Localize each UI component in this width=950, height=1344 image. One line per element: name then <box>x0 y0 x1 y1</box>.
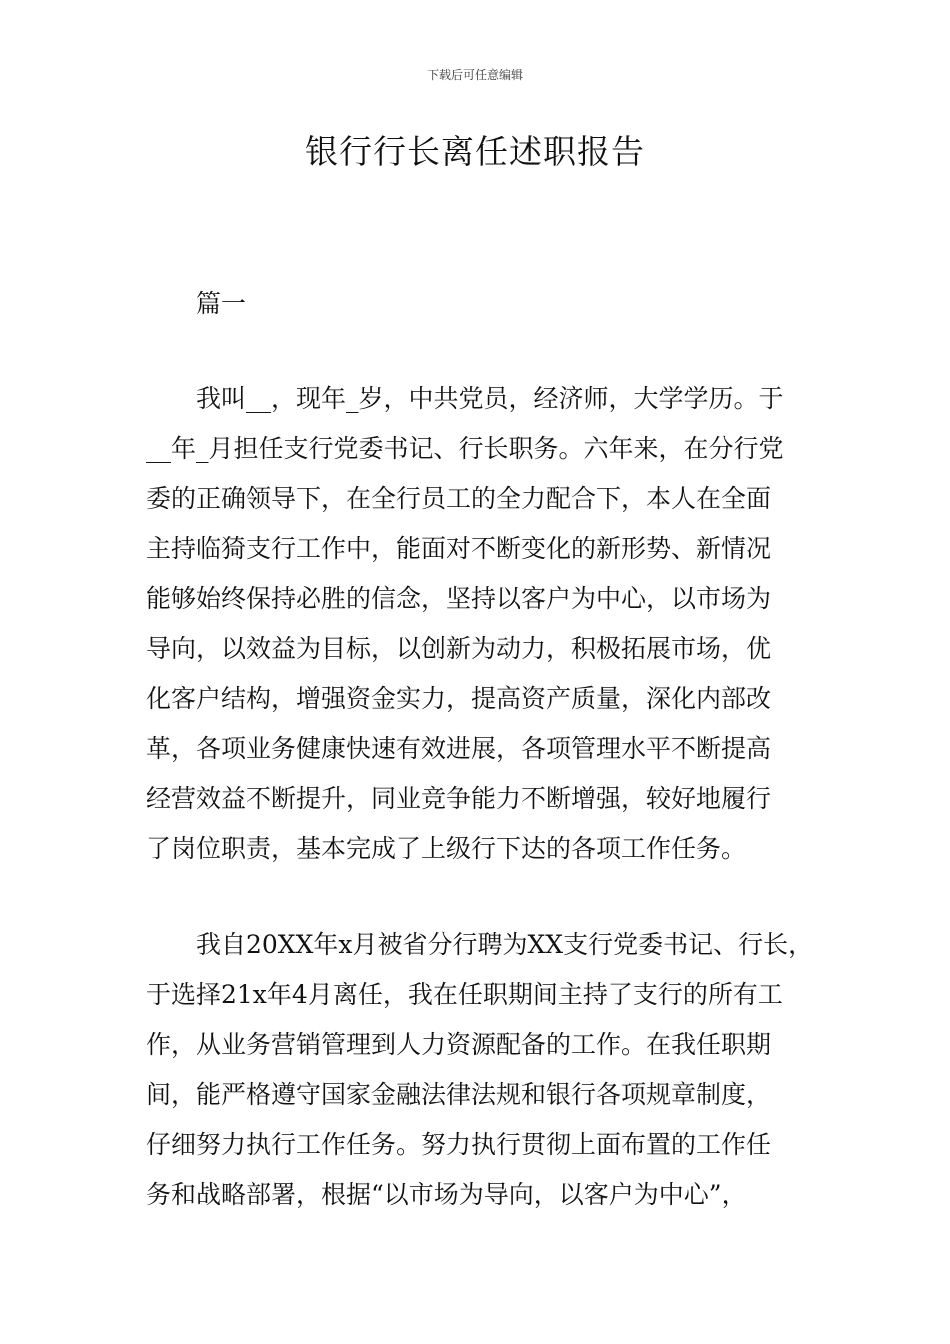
paragraph-line: 委的正确领导下，在全行员工的全力配合下，本人在全面 <box>146 484 772 513</box>
paragraph-line: 了岗位职责，基本完成了上级行下达的各项工作任务。 <box>146 834 747 863</box>
paragraph-line: 仔细努力执行工作任务。努力执行贯彻上面布置的工作任 <box>146 1130 772 1159</box>
paragraph-line: 于选择21x年4月离任，我在任职期间主持了支行的所有工 <box>146 980 783 1009</box>
paragraph-line: 经营效益不断提升，同业竞争能力不断增强，较好地履行 <box>146 784 772 813</box>
paragraph-line: 间，能严格遵守国家金融法律法规和银行各项规章制度， <box>146 1080 772 1109</box>
paragraph-line: 能够始终保持必胜的信念，坚持以客户为中心，以市场为 <box>146 584 772 613</box>
paragraph-line: 我叫__，现年_岁，中共党员，经济师，大学学历。于 <box>196 384 784 413</box>
header-note: 下载后可任意编辑 <box>426 68 523 82</box>
paragraph <box>146 920 814 1220</box>
paragraph-line: 导向，以效益为目标，以创新为动力，积极拓展市场，优 <box>146 634 772 663</box>
section-label: 篇一 <box>196 289 247 318</box>
paragraph-line: __年_月担任支行党委书记、行长职务。六年来，在分行党 <box>146 434 784 463</box>
document-title: 银行行长离任述职报告 <box>305 132 645 171</box>
paragraph-line: 革，各项业务健康快速有效进展，各项管理水平不断提高 <box>146 734 772 763</box>
paragraph-line: 化客户结构，增强资金实力，提高资产质量，深化内部改 <box>146 684 772 713</box>
paragraph-line: 作，从业务营销管理到人力资源配备的工作。在我任职期 <box>146 1030 772 1059</box>
paragraph-line: 主持临猗支行工作中，能面对不断变化的新形势、新情况 <box>146 534 772 563</box>
paragraph-line: 我自20XX年x月被省分行聘为XX支行党委书记、行长， <box>196 930 814 959</box>
paragraph <box>146 374 806 874</box>
paragraph-line: 务和战略部署，根据“以市场为导向，以客户为中心”， <box>146 1180 747 1209</box>
